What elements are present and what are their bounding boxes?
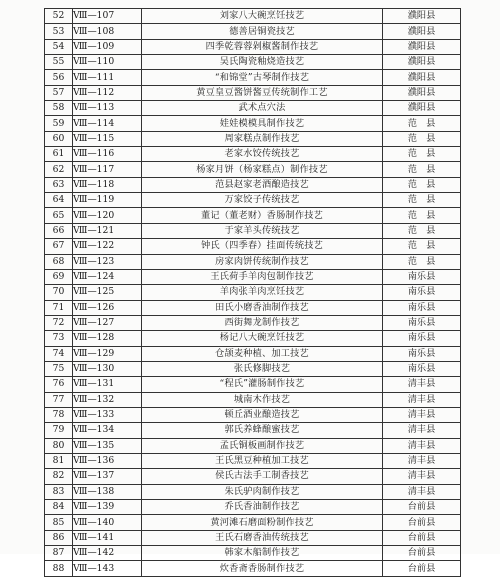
project-name-cell: 王氏荷手羊肉包制作技艺	[142, 269, 383, 284]
project-code-cell: Ⅷ—108	[73, 24, 142, 39]
row-number-cell: 77	[45, 392, 73, 407]
table-row	[45, 484, 461, 499]
row-number-cell: 66	[45, 223, 73, 238]
row-number-cell: 80	[45, 438, 73, 453]
project-code-cell: Ⅷ—130	[73, 361, 142, 376]
project-name-cell: 刘家八大碗烹饪技艺	[142, 9, 383, 24]
region-cell: 清丰县	[383, 377, 461, 392]
row-number-cell: 74	[45, 346, 73, 361]
project-code-cell: Ⅷ—139	[73, 500, 142, 515]
project-code-cell: Ⅷ—143	[73, 561, 142, 576]
project-name-cell: 娃娃模模具制作技艺	[142, 116, 383, 131]
region-cell: 范 县	[383, 162, 461, 177]
project-name-cell: 孟氏铜板画制作技艺	[142, 438, 383, 453]
region-cell: 南乐县	[383, 269, 461, 284]
region-cell: 濮阳县	[383, 70, 461, 85]
region-cell: 清丰县	[383, 469, 461, 484]
project-code-cell: Ⅷ—114	[73, 116, 142, 131]
region-cell: 南乐县	[383, 300, 461, 315]
project-code-cell: Ⅷ—121	[73, 223, 142, 238]
project-name-cell: 顿丘酒业酿造技艺	[142, 407, 383, 422]
table-row	[45, 269, 461, 284]
project-code-cell: Ⅷ—138	[73, 484, 142, 499]
region-cell: 南乐县	[383, 315, 461, 330]
table-row	[45, 377, 461, 392]
table-row	[45, 515, 461, 530]
project-code-cell: Ⅷ—109	[73, 39, 142, 54]
table-row	[45, 147, 461, 162]
region-cell: 范 县	[383, 131, 461, 146]
region-cell: 南乐县	[383, 346, 461, 361]
table-row	[45, 453, 461, 468]
table-row	[45, 39, 461, 54]
project-name-cell: 黄河滩石磨面粉制作技艺	[142, 515, 383, 530]
region-cell: 清丰县	[383, 438, 461, 453]
table-row	[45, 208, 461, 223]
region-cell: 濮阳县	[383, 85, 461, 100]
region-cell: 濮阳县	[383, 39, 461, 54]
project-name-cell: 万家饺子传统技艺	[142, 193, 383, 208]
row-number-cell: 63	[45, 177, 73, 192]
project-name-cell: 杨记八大碗烹饪技艺	[142, 331, 383, 346]
project-name-cell: 老家水饺传统技艺	[142, 147, 383, 162]
project-code-cell: Ⅷ—136	[73, 453, 142, 468]
row-number-cell: 71	[45, 300, 73, 315]
table-row	[45, 254, 461, 269]
project-code-cell: Ⅷ—115	[73, 131, 142, 146]
project-name-cell: “程氏”灌肠制作技艺	[142, 377, 383, 392]
region-cell: 南乐县	[383, 285, 461, 300]
project-code-cell: Ⅷ—124	[73, 269, 142, 284]
project-code-cell: Ⅷ—116	[73, 147, 142, 162]
table-row	[45, 131, 461, 146]
region-cell: 濮阳县	[383, 24, 461, 39]
project-name-cell: 张氏修脚技艺	[142, 361, 383, 376]
project-name-cell: 朱氏驴肉制作技艺	[142, 484, 383, 499]
row-number-cell: 82	[45, 469, 73, 484]
table-row	[45, 407, 461, 422]
project-code-cell: Ⅷ—135	[73, 438, 142, 453]
row-number-cell: 55	[45, 55, 73, 70]
region-cell: 台前县	[383, 515, 461, 530]
project-code-cell: Ⅷ—134	[73, 423, 142, 438]
row-number-cell: 85	[45, 515, 73, 530]
row-number-cell: 83	[45, 484, 73, 499]
table-row	[45, 300, 461, 315]
project-name-cell: 王氏石磨香油传统技艺	[142, 530, 383, 545]
row-number-cell: 86	[45, 530, 73, 545]
project-name-cell: 田氏小磨香油制作技艺	[142, 300, 383, 315]
row-number-cell: 60	[45, 131, 73, 146]
project-code-cell: Ⅷ—111	[73, 70, 142, 85]
project-code-cell: Ⅷ—128	[73, 331, 142, 346]
table-row	[45, 85, 461, 100]
project-code-cell: Ⅷ—113	[73, 101, 142, 116]
project-name-cell: 范县赵家老酒酿造技艺	[142, 177, 383, 192]
table-row	[45, 469, 461, 484]
region-cell: 南乐县	[383, 331, 461, 346]
project-name-cell: 王氏黑豆种植加工技艺	[142, 453, 383, 468]
row-number-cell: 64	[45, 193, 73, 208]
table-row	[45, 423, 461, 438]
table-row	[45, 315, 461, 330]
table-row	[45, 438, 461, 453]
region-cell: 范 县	[383, 177, 461, 192]
project-name-cell: 黄豆皇豆酱饼酱豆传统制作工艺	[142, 85, 383, 100]
table-row	[45, 239, 461, 254]
row-number-cell: 75	[45, 361, 73, 376]
project-name-cell: 杨家月饼（杨家糕点）制作技艺	[142, 162, 383, 177]
table-row	[45, 346, 461, 361]
project-code-cell: Ⅷ—122	[73, 239, 142, 254]
row-number-cell: 70	[45, 285, 73, 300]
project-name-cell: 炊香斋香肠制作技艺	[142, 561, 383, 576]
table-row	[45, 392, 461, 407]
region-cell: 清丰县	[383, 407, 461, 422]
table-body	[45, 9, 461, 577]
region-cell: 范 县	[383, 208, 461, 223]
region-cell: 范 县	[383, 147, 461, 162]
row-number-cell: 69	[45, 269, 73, 284]
project-code-cell: Ⅷ—142	[73, 546, 142, 561]
region-cell: 范 县	[383, 116, 461, 131]
region-cell: 台前县	[383, 546, 461, 561]
project-code-cell: Ⅷ—119	[73, 193, 142, 208]
project-name-cell: 羊肉张羊肉烹饪技艺	[142, 285, 383, 300]
table-row	[45, 101, 461, 116]
project-name-cell: 仓颉麦种植、加工技艺	[142, 346, 383, 361]
row-number-cell: 58	[45, 101, 73, 116]
table-row	[45, 70, 461, 85]
project-code-cell: Ⅷ—123	[73, 254, 142, 269]
project-code-cell: Ⅷ—127	[73, 315, 142, 330]
project-name-cell: 西街舞龙制作技艺	[142, 315, 383, 330]
table-row	[45, 331, 461, 346]
table-row	[45, 9, 461, 24]
project-name-cell: 周家糕点制作技艺	[142, 131, 383, 146]
project-name-cell: 钟氏（四季春）挂面传统技艺	[142, 239, 383, 254]
project-code-cell: Ⅷ—131	[73, 377, 142, 392]
row-number-cell: 84	[45, 500, 73, 515]
row-number-cell: 79	[45, 423, 73, 438]
table-row	[45, 500, 461, 515]
table-row	[45, 361, 461, 376]
project-name-cell: 武术点穴法	[142, 101, 383, 116]
project-code-cell: Ⅷ—107	[73, 9, 142, 24]
row-number-cell: 73	[45, 331, 73, 346]
row-number-cell: 87	[45, 546, 73, 561]
project-name-cell: 于家羊头传统技艺	[142, 223, 383, 238]
region-cell: 范 县	[383, 239, 461, 254]
table-row	[45, 530, 461, 545]
project-name-cell: 四季乾蓉蓉剁椒酱制作技艺	[142, 39, 383, 54]
project-name-cell: 韩家木船制作技艺	[142, 546, 383, 561]
project-code-cell: Ⅷ—117	[73, 162, 142, 177]
row-number-cell: 53	[45, 24, 73, 39]
project-code-cell: Ⅷ—126	[73, 300, 142, 315]
table-row	[45, 223, 461, 238]
project-name-cell: 郭氏养蜂酿蜜技艺	[142, 423, 383, 438]
region-cell: 范 县	[383, 223, 461, 238]
project-code-cell: Ⅷ—133	[73, 407, 142, 422]
region-cell: 濮阳县	[383, 9, 461, 24]
table-row	[45, 193, 461, 208]
table-row	[45, 24, 461, 39]
region-cell: 濮阳县	[383, 101, 461, 116]
project-name-cell: 吴氏陶瓷釉烧造技艺	[142, 55, 383, 70]
project-code-cell: Ⅷ—120	[73, 208, 142, 223]
table-row	[45, 116, 461, 131]
table-row	[45, 162, 461, 177]
project-code-cell: Ⅷ—110	[73, 55, 142, 70]
region-cell: 清丰县	[383, 392, 461, 407]
table-row	[45, 285, 461, 300]
region-cell: 范 县	[383, 254, 461, 269]
row-number-cell: 52	[45, 9, 73, 24]
project-name-cell: “和锦堂”古琴制作技艺	[142, 70, 383, 85]
project-code-cell: Ⅷ—129	[73, 346, 142, 361]
project-code-cell: Ⅷ—137	[73, 469, 142, 484]
region-cell: 清丰县	[383, 423, 461, 438]
region-cell: 清丰县	[383, 453, 461, 468]
table-row	[45, 546, 461, 561]
heritage-list-table	[44, 8, 461, 577]
table-row	[45, 177, 461, 192]
project-name-cell: 城南木作技艺	[142, 392, 383, 407]
row-number-cell: 62	[45, 162, 73, 177]
row-number-cell: 59	[45, 116, 73, 131]
project-code-cell: Ⅷ—132	[73, 392, 142, 407]
row-number-cell: 67	[45, 239, 73, 254]
row-number-cell: 61	[45, 147, 73, 162]
table-row	[45, 561, 461, 576]
project-code-cell: Ⅷ—125	[73, 285, 142, 300]
region-cell: 台前县	[383, 530, 461, 545]
project-name-cell: 侯氏古法手工制香技艺	[142, 469, 383, 484]
row-number-cell: 65	[45, 208, 73, 223]
project-name-cell: 德善居铜瓷技艺	[142, 24, 383, 39]
project-code-cell: Ⅷ—140	[73, 515, 142, 530]
table-row	[45, 55, 461, 70]
row-number-cell: 81	[45, 453, 73, 468]
region-cell: 范 县	[383, 193, 461, 208]
region-cell: 台前县	[383, 500, 461, 515]
project-code-cell: Ⅷ—112	[73, 85, 142, 100]
row-number-cell: 78	[45, 407, 73, 422]
row-number-cell: 57	[45, 85, 73, 100]
region-cell: 台前县	[383, 561, 461, 576]
row-number-cell: 56	[45, 70, 73, 85]
project-code-cell: Ⅷ—118	[73, 177, 142, 192]
region-cell: 清丰县	[383, 484, 461, 499]
region-cell: 南乐县	[383, 361, 461, 376]
row-number-cell: 76	[45, 377, 73, 392]
project-name-cell: 乔氏香油制作技艺	[142, 500, 383, 515]
row-number-cell: 68	[45, 254, 73, 269]
project-name-cell: 董记（董老财）香肠制作技艺	[142, 208, 383, 223]
row-number-cell: 54	[45, 39, 73, 54]
region-cell: 濮阳县	[383, 55, 461, 70]
project-code-cell: Ⅷ—141	[73, 530, 142, 545]
row-number-cell: 88	[45, 561, 73, 576]
row-number-cell: 72	[45, 315, 73, 330]
project-name-cell: 房家肉饼传统制作技艺	[142, 254, 383, 269]
